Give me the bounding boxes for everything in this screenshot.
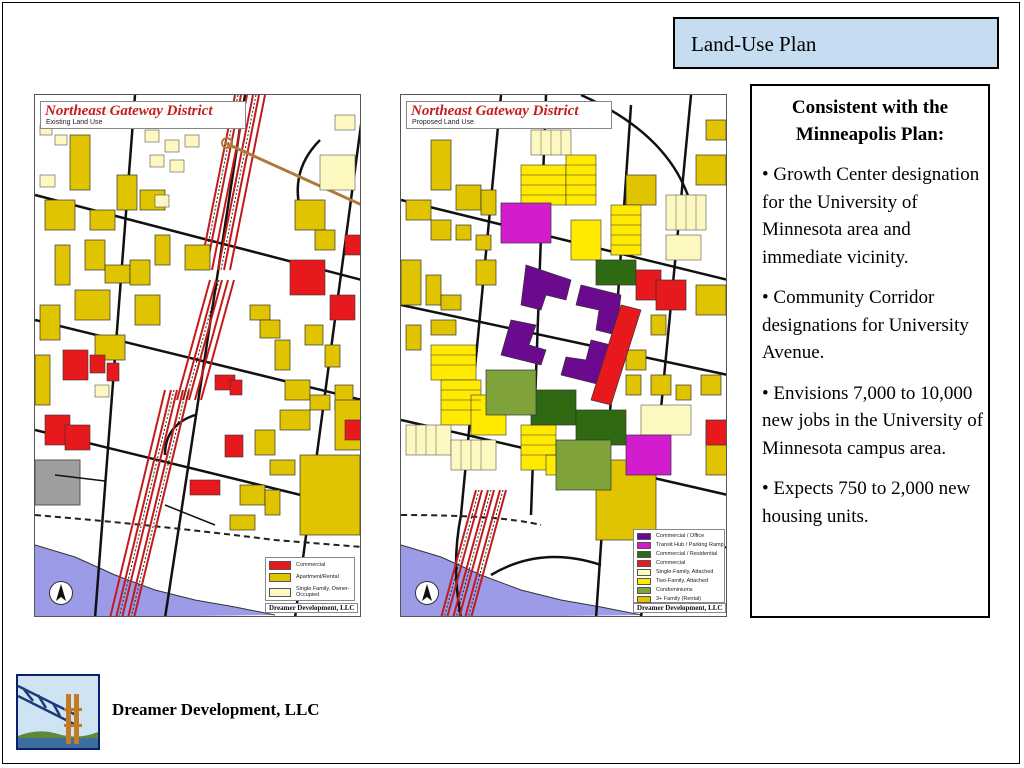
slide-title-box [673,17,999,69]
info-bullet: • Community Corridor designations for University Avenue. [762,287,969,363]
legend-item: Commercial [637,558,685,568]
existing-map-title: Northeast Gateway District [45,103,213,119]
north-arrow-icon [49,581,73,605]
info-bullet: • Expects 750 to 2,000 new housing units. [762,478,971,527]
proposed-map-credit: Dreamer Development, LLC [633,603,726,613]
proposed-map-title: Northeast Gateway District [411,103,579,119]
info-bullet: • Growth Center designation for the University of Minnesota area and immediate vicinity. [762,164,980,268]
legend-item: Commercial [269,560,325,570]
legend-item: Single-Family, Attached [637,567,713,577]
existing-map-header [40,101,246,129]
north-arrow-icon [415,581,439,605]
info-bullet: • Envisions 7,000 to 10,000 new jobs in the University of Minnesota campus area. [762,382,984,459]
legend-item: Commercial / Residential [637,549,717,559]
bridge-logo-icon [16,674,100,750]
existing-map-subtitle: Existing Land Use [46,119,103,126]
existing-map-credit: Dreamer Development, LLC [265,603,358,613]
proposed-map-header [406,101,612,129]
legend-item: Transit Hub / Parking Ramp [637,540,724,550]
company-name: Dreamer Development, LLC [112,700,320,719]
info-heading: Consistent with the Minneapolis Plan: [791,97,949,145]
proposed-map-legend [633,529,725,603]
slide-title: Land-Use Plan [691,32,817,56]
legend-item: Commercial / Office [637,531,704,541]
info-panel [750,84,990,618]
existing-map-graphic [35,95,361,617]
legend-item: 3+ Family (Rental) [637,594,701,604]
proposed-map-subtitle: Proposed Land Use [412,119,474,126]
legend-item: Two-Family, Attached [637,576,708,586]
existing-land-use-map [34,94,361,617]
existing-map-legend [265,557,355,601]
legend-item: Condominiums [637,585,693,595]
legend-item: Single Family, Owner-Occupied [269,584,355,600]
legend-item: Apartment/Rental [269,572,339,582]
proposed-land-use-map [400,94,727,617]
info-bullet-list [762,161,984,543]
